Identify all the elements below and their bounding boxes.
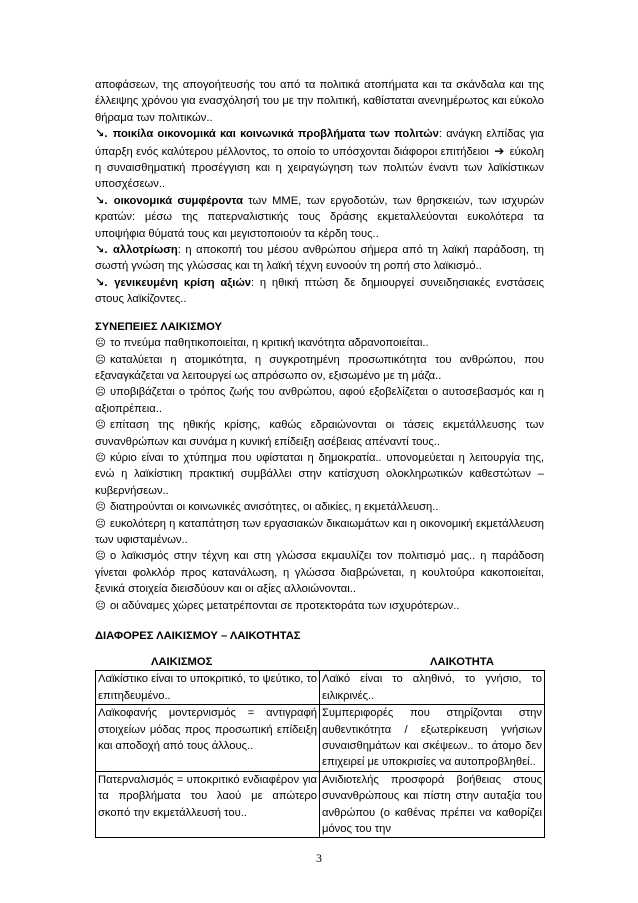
comparison-table — [95, 670, 545, 838]
frown-icon: ☹ — [95, 337, 106, 350]
consequence-item — [95, 598, 544, 614]
table-cell-populism: Πατερναλισμός = υποκριτικό ενδιαφέρον για τα προβλήματα του λαού με απώτερο σκοπό την εκμετάλλευσή του.. — [96, 771, 320, 838]
consequence-item — [95, 384, 544, 417]
arrow-bullet-icon: ↘. — [95, 194, 108, 207]
table-cell-populism: Λαϊκίστικο είναι το υποκριτικό, το ψεύτικο, το επιτηδευμένο.. — [96, 671, 320, 705]
column-header-popularity: ΛΑΙΚΟΤΗΤΑ — [430, 656, 494, 669]
consequence-text: υποβιβάζεται ο τρόπος ζωής του ανθρώπου, αφού εξοβελίζεται ο αυτοσεβασμός και η αξιοπρέπεια.. — [95, 386, 544, 415]
frown-icon: ☹ — [95, 451, 106, 464]
column-header-populism: ΛΑΙΚΙΣΜΟΣ — [151, 656, 213, 669]
table-row — [96, 771, 545, 838]
cause-item — [95, 126, 544, 193]
consequence-text: ο λαϊκισμός στην τέχνη και στη γλώσσα εκμαυλίζει τον πολιτισμό μας.. η παράδοση γίνεται φολκλόρ προς κατανάλωση, η γλώσσα διαβρώνεται, η κουλτούρα κακοποιείται, ξενικά στοιχεία διεισδύουν και οι αξίες αλλοιώνονται.. — [95, 550, 544, 596]
consequence-text: οι αδύναμες χώρες μετατρέπονται σε προτεκτοράτα των ισχυρότερων.. — [109, 599, 460, 612]
cause-text: : η αποκοπή του μέσου ανθρώπου σήμερα από τη λαϊκή παράδοση, τη σωστή γνώση της γλώσσας και τη λαϊκή τέχνη ευνοούν τη ροπή στο λαϊκισμό.. — [95, 244, 545, 273]
consequence-item — [95, 335, 544, 351]
frown-icon: ☹ — [95, 517, 106, 530]
frown-icon: ☹ — [95, 501, 106, 514]
cause-item — [95, 242, 544, 275]
consequence-text: το πνεύμα παθητικοποιείται, η κριτική ικανότητα αδρανοποιείται.. — [109, 337, 429, 350]
consequence-text: κύριο είναι το χτύπημα που υφίσταται η δημοκρατία.. υπονομεύεται η λειτουργία της, ενώ η λαϊκίστικη πρακτική συμβάλλει στην κατίσχυση ολοκληρωτικών καθεστώτων – κυβερνήσεων.. — [95, 451, 544, 497]
frown-icon: ☹ — [95, 353, 106, 366]
table-cell-popularity: Συμπεριφορές που στηρίζονται στην αυθεντικότητα / εξωτερίκευση γνήσιων συναισθημάτων και σκέψεων.. το άτομο δεν επιχειρεί με υποκρισίες να αυτοπροβληθεί.. — [320, 705, 545, 772]
differences-heading: ΔΙΑΦΟΡΕΣ ΛΑΙΚΙΣΜΟΥ – ΛΑΙΚΟΤΗΤΑΣ — [95, 630, 301, 642]
cause-text: : η ηθική πτώση δε δημιουργεί συνειδησιακές ενστάσεις στους λαϊκίζοντες.. — [95, 276, 545, 306]
cause-term: αλλοτρίωση — [113, 244, 178, 257]
cause-item — [95, 193, 544, 242]
cause-text: των ΜΜΕ, των εργοδοτών, των θρησκειών, των ισχυρών κρατών: μέσω της πατερναλιστικής τους δράσης εκμεταλλεύονται ευκολότερα τα υποψήφια θύματά τους και μεγιστοποιούν τα κέρδη τους.. — [95, 194, 544, 240]
table-row — [96, 705, 545, 772]
consequences-heading: ΣΥΝΕΠΕΙΕΣ ΛΑΙΚΙΣΜΟΥ — [95, 320, 222, 333]
consequence-text: καταλύεται η ατομικότητα, η συγκροτημένη προσωπικότητα του ανθρώπου, που εξαναγκάζεται να λειτουργεί ως απρόσωπο ον, εξισωμένο με τη μάζα.. — [95, 353, 544, 382]
table-cell-popularity: Λαϊκό είναι το αληθινό, το γνήσιο, το ειλικρινές.. — [320, 671, 545, 705]
consequence-item — [95, 417, 544, 450]
frown-icon: ☹ — [95, 599, 106, 612]
arrow-bullet-icon: ↘. — [95, 276, 108, 289]
consequence-item — [95, 548, 544, 597]
frown-icon: ☹ — [95, 550, 106, 563]
cause-text: : ανάγκη ελπίδας για ύπαρξη ενός καλύτερου μέλλοντος, το οποίο το υπόσχονται διάφοροι επιτήδειοι — [95, 128, 544, 158]
arrow-bullet-icon: ↘. — [95, 128, 108, 141]
cause-term: γενικευμένη κρίση αξιών — [114, 276, 252, 289]
table-cell-populism: Λαϊκοφανής μοντερνισμός = αντιγραφή στοιχείων μόδας προς προσωπική επίδειξη και αποδοχή από τους άλλους.. — [96, 705, 320, 772]
table-cell-popularity: Ανιδιοτελής προσφορά βοήθειας στους συνανθρώπους και πίστη στην αυταξία του ανθρώπου (ο καθένας πρέπει να καθορίζει μόνος του την — [320, 771, 545, 838]
cause-term: ποικίλα οικονομικά και κοινωνικά προβλήματα των πολιτών — [112, 128, 439, 141]
consequence-item — [95, 352, 544, 385]
intro-paragraph: αποφάσεων, της απογοήτευσής του από τα πολιτικά ατοπήματα και τα σκάνδαλα και της έλλειψης χρόνου για ενασχόλησή του με την πολιτική, καθίσταται ανενημέρωτος και εύκολο θήραμα των πολιτικών.. — [95, 79, 544, 124]
consequence-text: ευκολότερη η καταπάτηση των εργασιακών δικαιωμάτων και η οικονομική εκμετάλλευση των υφισταμένων.. — [95, 517, 544, 546]
cause-text-continued: εύκολη η συναισθηματική προσέγγιση και η χειραγώγηση των πολιτών έναντι των λαϊκίστικων υποσχέσεων.. — [95, 145, 545, 191]
page-content — [95, 77, 544, 838]
consequence-item — [95, 450, 544, 499]
arrow-bullet-icon: ↘. — [95, 244, 108, 257]
frown-icon: ☹ — [95, 386, 106, 399]
right-arrow-icon: ➔ — [494, 143, 505, 158]
consequence-item — [95, 499, 544, 515]
page-number: 3 — [316, 851, 322, 865]
table-row — [96, 671, 545, 705]
consequence-text: διατηρούνται οι κοινωνικές ανισότητες, οι αδικίες, η εκμετάλλευση.. — [109, 501, 439, 514]
frown-icon: ☹ — [95, 419, 106, 432]
consequence-item — [95, 516, 544, 549]
consequence-text: επίταση της ηθικής κρίσης, καθώς εδραιώνονται οι τάσεις εκμετάλλευσης των συνανθρώπων και συνάμα η κυνική επίδειξη ασέβειας απέναντί τους.. — [95, 419, 544, 448]
cause-term: οικονομικά συμφέροντα — [113, 194, 243, 207]
cause-item — [95, 275, 544, 308]
comparison-column-headers — [95, 654, 544, 670]
